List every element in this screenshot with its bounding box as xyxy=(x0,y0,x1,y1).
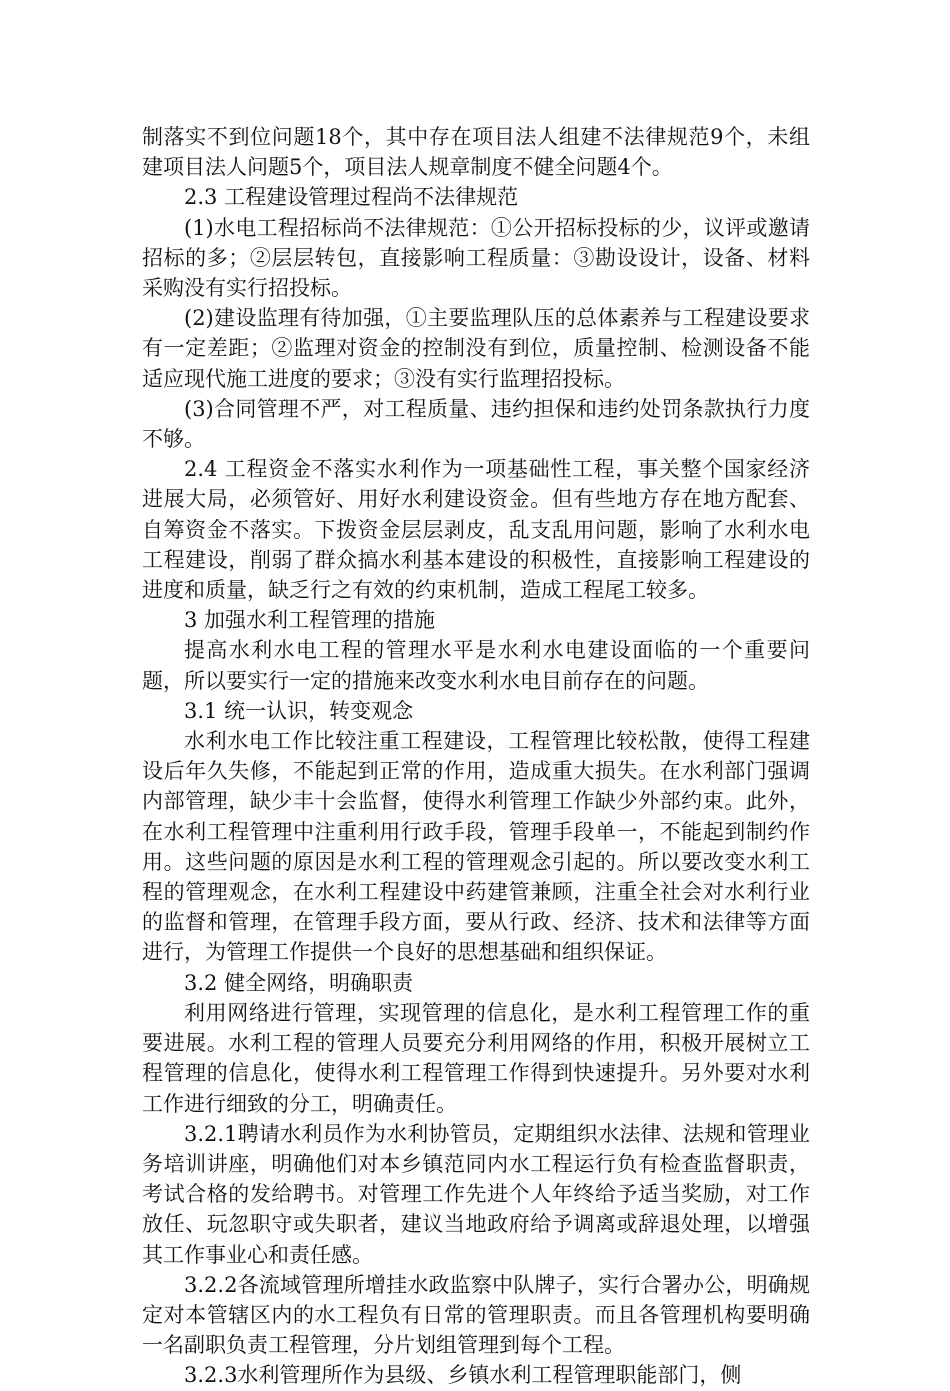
section-heading-2-3: 2.3 工程建设管理过程尚不法律规范 xyxy=(184,185,519,210)
paragraph-3-2-2: 3.2.2各流域管理所增挂水政监察中队牌子，实行合署办公，明确规定对本管辖区内的水工程负有日常的管理职责。而且各管理机构要明确一名副职负责工程管理，分片划组管理到每个工程。 xyxy=(142,1272,810,1358)
paragraph-bidding: (1)水电工程招标尚不法律规范：①公开招标投标的少，议评或邀请招标的多；②层层转包，直接影响工程质量：③勘设设计，设备、材料采购没有实行招投标。 xyxy=(142,215,810,301)
paragraph-continuation: 制落实不到位问题18个，其中存在项目法人组建不法律规范9个，未组建项目法人问题5个，项目法人规章制度不健全问题4个。 xyxy=(142,125,810,180)
paragraph-intro-measures: 提高水利水电工程的管理水平是水利水电建设面临的一个重要问题，所以要实行一定的措施来改变水利水电目前存在的问题。 xyxy=(142,638,810,693)
section-heading-3-2: 3.2 健全网络，明确职责 xyxy=(184,970,414,995)
paragraph-3-2-1: 3.2.1聘请水利员作为水利协管员，定期组织水法律、法规和管理业务培训讲座，明确他们对本乡镇范同内水工程运行负有检查监督职责，考试合格的发给聘书。对管理工作先进个人年终给予适当奖励，对工作放任、玩忽职守或失职者，建议当地政府给予调离或辞退处理，以增强其工作事业心和责任感。 xyxy=(142,1121,810,1267)
paragraph-contract: (3)合同管理不严，对工程质量、违约担保和违约处罚条款执行力度不够。 xyxy=(142,396,810,452)
paragraph-concept: 水利水电工作比较注重工程建设，工程管理比较松散，使得工程建设后年久失修，不能起到正常的作用，造成重大损失。在水利部门强调内部管理，缺少丰十会监督，使得水利管理工作缺少外部约束。此外，在水利工程管理中注重利用行政手段，管理手段单一，不能起到制约作用。这些问题的原因是水利工程的管理观念引起的。所以要改变水利工程的管理观念，在水利工程建设中药建管兼顾，注重全社会对水利行业的监督和管理，在管理手段方面，要从行政、经济、技术和法律等方面进行，为管理工作提供一个良好的思想基础和组织保证。 xyxy=(142,729,810,965)
document-page xyxy=(142,122,810,1391)
paragraph-supervision: (2)建设监理有待加强，①主要监理队压的总体素养与工程建设要求有一定差距；②监理对资金的控制没有到位，质量控制、检测设备不能适应现代施工进度的要求；③没有实行监理招投标。 xyxy=(142,306,810,391)
paragraph-network: 利用网络进行管理，实现管理的信息化，是水利工程管理工作的重要进展。水利工程的管理人员要充分利用网络的作用，积极开展树立工程管理的信息化，使得水利工程管理工作得到快速提升。另外要对水利工作进行细致的分工，明确责任。 xyxy=(142,1000,810,1116)
section-heading-3-1: 3.1 统一认识，转变观念 xyxy=(184,698,414,723)
paragraph-funding: 2.4 工程资金不落实水利作为一项基础性工程，事关整个国家经济进展大局，必须管好、用好水利建设资金。但有些地方存在地方配套、自筹资金不落实。下拨资金层层剥皮，乱支乱用问题，影响了水利水电工程建设，削弱了群众搞水利基本建设的积极性，直接影响工程建设的进度和质量，缺乏行之有效的约束机制，造成工程尾工较多。 xyxy=(142,457,810,603)
paragraph-3-2-3: 3.2.3水利管理所作为县级、乡镇水利工程管理职能部门，侧 xyxy=(184,1363,742,1388)
section-heading-3: 3 加强水利工程管理的措施 xyxy=(184,608,436,633)
